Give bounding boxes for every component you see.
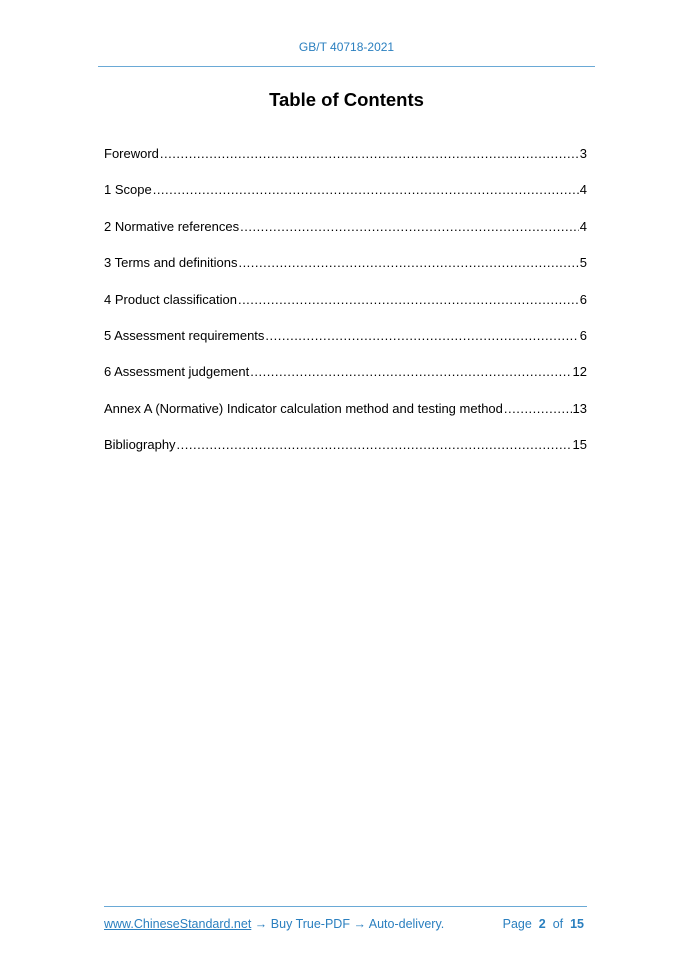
toc-entry-terms-and-definitions[interactable] [104,255,587,291]
toc-entry-scope[interactable] [104,182,587,218]
toc-dot-leader [238,292,579,308]
toc-entry-label: 4 Product classification [104,291,237,307]
toc-dot-leader [250,364,571,380]
toc-dot-leader [504,401,572,417]
toc-entry-label: Foreword [104,146,159,161]
toc-entry-page: 4 [579,182,587,198]
total-pages-number: 15 [570,917,584,931]
header-divider [98,66,595,67]
page-title: Table of Contents [269,89,424,110]
toc-entry-foreword[interactable] [104,146,587,182]
toc-entry-label: Annex A (Normative) Indicator calculation method and testing method [104,400,503,416]
toc-entry-label: 1 Scope [104,182,152,198]
toc-entry-page: 4 [579,218,587,234]
toc-dot-leader [238,255,578,271]
of-word: of [552,917,564,931]
footer-divider [104,906,587,907]
table-of-contents [104,146,587,474]
arrow-right-icon: → [353,917,366,931]
toc-dot-leader [160,146,579,162]
page-header [0,40,693,54]
toc-entry-label: 6 Assessment judgement [104,364,250,380]
page-word: Page [502,917,532,931]
toc-entry-assessment-judgement[interactable] [104,364,587,400]
current-page-number: 2 [538,917,546,931]
toc-entry-assessment-requirements[interactable] [104,328,587,364]
toc-entry-annex-a[interactable] [104,401,587,437]
toc-entry-page: 5 [579,255,587,271]
toc-entry-normative-references[interactable] [104,219,587,255]
toc-entry-product-classification[interactable] [104,292,587,328]
toc-entry-label: 3 Terms and definitions [104,255,238,271]
site-link[interactable]: www.ChineseStandard.net [104,917,252,931]
arrow-right-icon: → [254,917,268,931]
page-counter [503,917,584,931]
toc-dot-leader [265,328,578,344]
toc-dot-leader [177,437,572,453]
toc-entry-label: Bibliography [104,437,176,453]
toc-entry-label: 5 Assessment requirements [104,327,265,343]
toc-entry-page: 6 [579,327,587,343]
toc-entry-page: 15 [572,437,587,453]
toc-dot-leader [153,182,579,198]
toc-entry-page: 6 [579,291,587,307]
toc-entry-bibliography[interactable] [104,437,587,473]
footer-promo [104,917,444,931]
auto-delivery-text: Auto-delivery. [368,917,445,931]
toc-entry-page: 13 [572,400,587,416]
toc-dot-leader [240,219,579,235]
toc-entry-page: 3 [579,146,587,161]
standard-code: GB/T 40718-2021 [298,40,395,54]
toc-entry-page: 12 [572,364,587,380]
toc-entry-label: 2 Normative references [104,218,240,234]
buy-true-pdf-text: Buy True-PDF [270,917,350,931]
